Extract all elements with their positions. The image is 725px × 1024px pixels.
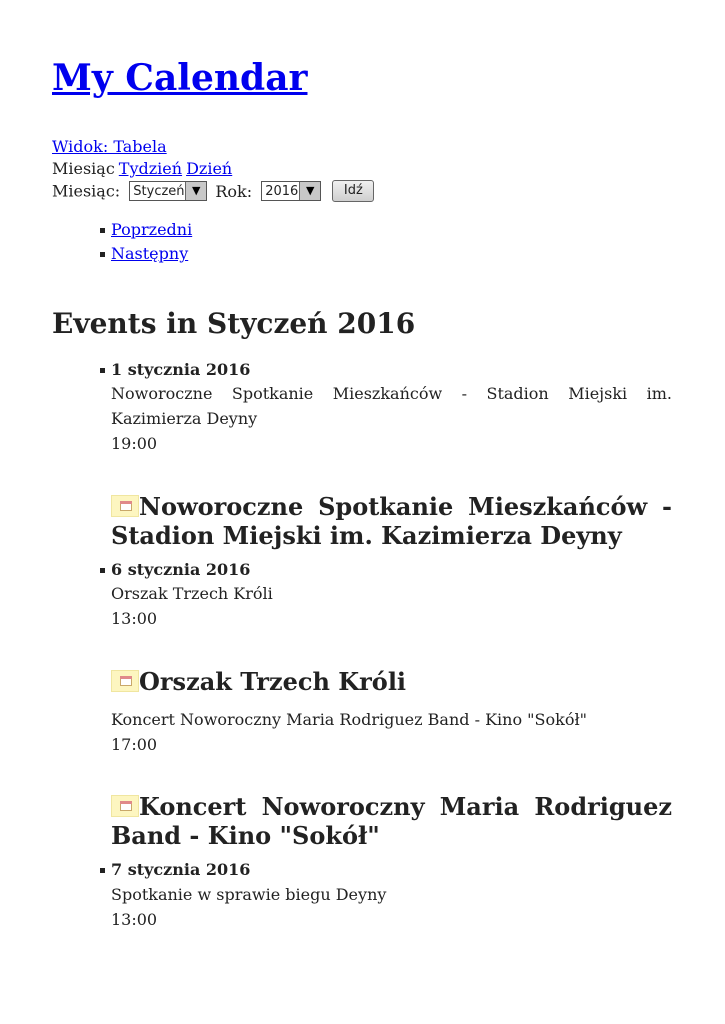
- bullet-icon: [100, 568, 105, 573]
- site-title: [52, 56, 308, 100]
- bullet-icon: [100, 228, 105, 233]
- event-detail-title: [111, 792, 672, 850]
- event-detail-title: [111, 492, 672, 550]
- pager-item-next: [100, 244, 192, 268]
- event-detail-title-text: Orszak Trzech Króli: [139, 667, 407, 696]
- event-summary[interactable]: Noworoczne Spotkanie Mieszkańców - Stadion Miejski im. Kazimierza Deyny: [111, 384, 672, 428]
- month-pager: [100, 220, 192, 268]
- event-time: 17:00: [111, 735, 158, 754]
- bullet-icon: [100, 368, 105, 373]
- go-button[interactable]: Idź: [332, 180, 374, 202]
- event-time: 13:00: [111, 910, 158, 929]
- pager-item-prev: [100, 220, 192, 244]
- calendar-icon: [111, 670, 139, 692]
- view-toggle-link[interactable]: Widok: Tabela: [52, 137, 167, 156]
- day-heading: [100, 360, 250, 380]
- period-day-link[interactable]: Dzień: [186, 159, 233, 178]
- event-summary[interactable]: Orszak Trzech Króli: [111, 584, 273, 603]
- bullet-icon: [100, 868, 105, 873]
- event-time: 19:00: [111, 434, 158, 453]
- event-detail-title-text: Koncert Noworoczny Maria Rodriguez Band - Kino "Sokół": [111, 792, 672, 850]
- dropdown-arrow-icon: ▼: [299, 182, 320, 200]
- day-date: 1 stycznia 2016: [111, 360, 251, 379]
- month-select[interactable]: [129, 181, 207, 201]
- event-detail-title: [111, 667, 672, 696]
- site-title-link[interactable]: My Calendar: [52, 57, 308, 99]
- bullet-icon: [100, 252, 105, 257]
- year-label: Rok:: [215, 181, 253, 201]
- day-date: 6 stycznia 2016: [111, 560, 251, 579]
- year-select[interactable]: [261, 181, 321, 201]
- day-heading: [100, 860, 250, 880]
- view-navigation: [52, 136, 232, 180]
- date-filter-form: [52, 180, 374, 204]
- month-label: Miesiąc:: [52, 181, 121, 201]
- event-detail-title-text: Noworoczne Spotkanie Mieszkańców - Stadion Miejski im. Kazimierza Deyny: [111, 492, 672, 550]
- period-week-link[interactable]: Tydzień: [118, 159, 183, 178]
- event-summary[interactable]: Koncert Noworoczny Maria Rodriguez Band - Kino "Sokół": [111, 710, 587, 729]
- events-heading: Events in Styczeń 2016: [52, 307, 416, 340]
- year-select-value: 2016: [265, 184, 299, 199]
- event-summary[interactable]: Spotkanie w sprawie biegu Deyny: [111, 885, 387, 904]
- period-current: Miesiąc: [52, 159, 115, 178]
- calendar-icon: [111, 495, 139, 517]
- day-heading: [100, 560, 250, 580]
- calendar-icon: [111, 795, 139, 817]
- day-date: 7 stycznia 2016: [111, 860, 251, 879]
- month-select-value: Styczeń: [133, 184, 185, 199]
- next-month-link[interactable]: Następny: [111, 244, 189, 263]
- dropdown-arrow-icon: ▼: [185, 182, 206, 200]
- event-time: 13:00: [111, 609, 158, 628]
- prev-month-link[interactable]: Poprzedni: [111, 220, 193, 239]
